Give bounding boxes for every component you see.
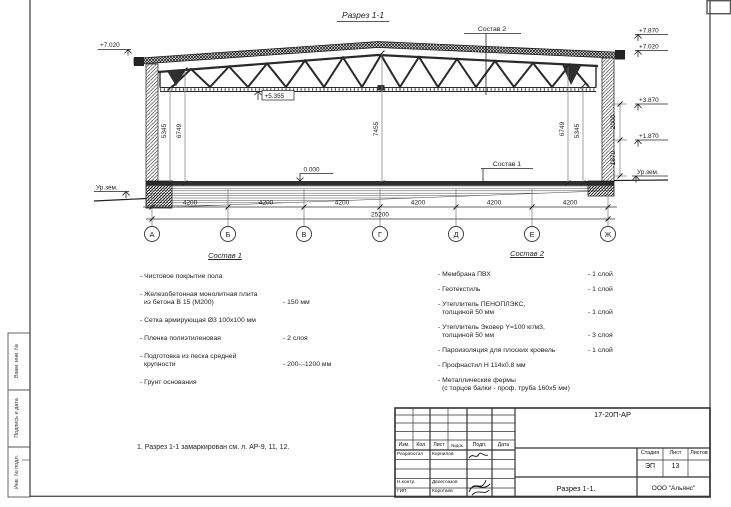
signature [469, 453, 488, 458]
col-data: Дата [497, 442, 510, 448]
stage-value: ЭП [644, 463, 656, 470]
dim-1870: 1870 [610, 150, 617, 166]
elev-left-ground: Ур.зем. [96, 184, 118, 192]
list-item [140, 353, 332, 369]
dim-5345-left: 5345 [161, 123, 168, 139]
item-text: - Профнастил Н 114х0.8 мм [438, 362, 526, 369]
eave-block-left [134, 57, 144, 66]
axis-v: В [301, 229, 307, 239]
axis-a: А [149, 229, 155, 239]
dim-bay-4: 4200 [410, 199, 426, 207]
roof-band [134, 42, 624, 65]
vertical-dimensions [168, 51, 628, 186]
drawing-note: 1. Разрез 1-1 замаркирован см. л. АР-9, 11, 12. [137, 444, 290, 451]
dim-bay-1: 4200 [182, 199, 198, 207]
item-text-2: (с торцов балки - проф. труба 160х5 мм) [442, 385, 570, 392]
list-item [140, 317, 310, 325]
item-text: - Сетка армирующая Ø3 100х100 мм [140, 317, 256, 324]
axis-g: Г [378, 229, 382, 239]
composition-list-2 [438, 250, 616, 400]
footing-right [588, 181, 614, 196]
col-podp: Подп. [472, 442, 487, 448]
item-text-2: из бетона В 15 (М200) [144, 299, 214, 306]
item-value: - 3 слоя [588, 332, 613, 339]
item-text: - Пленка полиэтиленовая [140, 335, 221, 342]
callout-floor: Состав 1 [492, 161, 522, 168]
item-value: - 1 слой [588, 271, 613, 278]
axis-e: Е [529, 229, 535, 239]
item-value: - 1 слой [588, 309, 613, 316]
company-name: ООО "Альянс" [651, 485, 696, 492]
dim-6749-right: 6749 [559, 121, 566, 137]
strip-inv-podl: Инв. № подл. [14, 454, 20, 490]
item-value: - 1 слой [588, 347, 613, 354]
roof-truss [158, 55, 598, 92]
col-kol: Кол. [416, 442, 427, 448]
dim-bay-3: 4200 [334, 199, 350, 207]
item-value: - 1 слой [588, 286, 613, 293]
name-gip: Коротаев [432, 489, 453, 494]
item-value: - 200-:-1200 мм [283, 361, 332, 368]
name-ncontrol: Двоеглазов [432, 480, 458, 485]
sheet-number: 13 [671, 463, 680, 470]
eave-block-right [615, 50, 625, 60]
role-developed: Разработал [397, 452, 424, 457]
elev-right-ground: Ур.зем. [637, 169, 659, 176]
elev-right-ridge: +7.870 [639, 27, 659, 35]
item-text: - Пароизоляция для плоских кровель [438, 347, 556, 354]
elev-right-1870: +1.870 [639, 133, 659, 140]
item-text: - Чистовое покрытие пола [140, 273, 223, 280]
dim-7455: 7455 [373, 121, 380, 137]
axis-zh: Ж [604, 229, 612, 239]
stage-label: Стадия [640, 450, 660, 456]
section-title: Разрез 1-1 [341, 10, 385, 20]
item-text: - Металлические фермы [438, 377, 516, 384]
item-text: - Утеплитель ПЕНОПЛЭКС, [438, 301, 526, 308]
list-item [140, 379, 310, 387]
item-text: - Утеплитель Эковер Y=100 кг/м3, [438, 324, 545, 331]
item-text-2: толщиной 50 мм [442, 332, 495, 339]
list-item [438, 362, 616, 370]
list-item [438, 301, 616, 317]
item-text-2: крупности [144, 361, 176, 368]
role-gip: ГИП [397, 489, 407, 494]
item-value: - 2 слоя [283, 335, 308, 342]
axis-d: Д [453, 229, 459, 239]
titleblock-drawing-name: Разрез 1-1. [556, 484, 596, 493]
elev-right-3870: +3.870 [639, 97, 659, 104]
strip-podpis-data: Подпись и дата [14, 398, 20, 438]
col-ndok: №док. [451, 443, 464, 448]
list-item [140, 335, 310, 343]
list-title: Состав 2 [510, 249, 544, 258]
dim-bay-6: 4200 [562, 199, 578, 207]
dim-5345-right: 5345 [574, 123, 581, 139]
axis-b: Б [225, 229, 231, 239]
dim-2000: 2000 [610, 114, 617, 130]
col-list: Лист [433, 442, 445, 448]
callout-roof: Состав 2 [477, 26, 507, 33]
item-text: - Железобетонная монолитная плита [140, 291, 258, 298]
item-value: - 150 мм [283, 299, 310, 306]
name-developed: Корнилов [432, 452, 454, 457]
list-item [438, 347, 616, 355]
ground-line-left [94, 199, 146, 202]
list-item [438, 377, 616, 393]
dim-bay-2: 4200 [258, 199, 274, 207]
list-item [140, 273, 310, 281]
list-item [438, 271, 616, 279]
elev-floor: 0.000 [303, 166, 320, 174]
wall-left [146, 64, 158, 182]
document-number: 17-20П-АР [593, 410, 632, 419]
item-text: - Грунт основания [140, 379, 197, 386]
item-text-2: толщиной 50 мм [442, 309, 495, 316]
ground-line-right [614, 180, 668, 181]
strip-vzam-inv: Взам. инв. № [14, 343, 20, 379]
list-item [438, 286, 616, 294]
elev-truss: +5.355 [264, 93, 285, 100]
sheet-label: Лист [669, 450, 682, 456]
item-text: - Мембрана ПВХ [438, 271, 491, 278]
role-ncontrol: Н.контр. [397, 480, 416, 485]
item-text: - Подготовка из песка средней [140, 353, 237, 360]
list-item [438, 324, 616, 340]
composition-list-1 [140, 251, 332, 397]
dim-total: 25200 [370, 211, 390, 219]
sheet-frame [30, 0, 731, 497]
sheets-label: Листов [690, 450, 708, 456]
list-item [140, 291, 310, 307]
item-text: - Геотекстиль [438, 286, 481, 293]
dim-6749-left: 6749 [176, 123, 183, 139]
signature [469, 480, 490, 495]
elev-left-top: +7.020 [100, 42, 120, 49]
list-title: Состав 1 [208, 251, 242, 260]
dim-bay-5: 4200 [486, 199, 502, 207]
col-izm: Изм. [398, 442, 410, 448]
elev-right-eave: +7.020 [639, 43, 659, 51]
